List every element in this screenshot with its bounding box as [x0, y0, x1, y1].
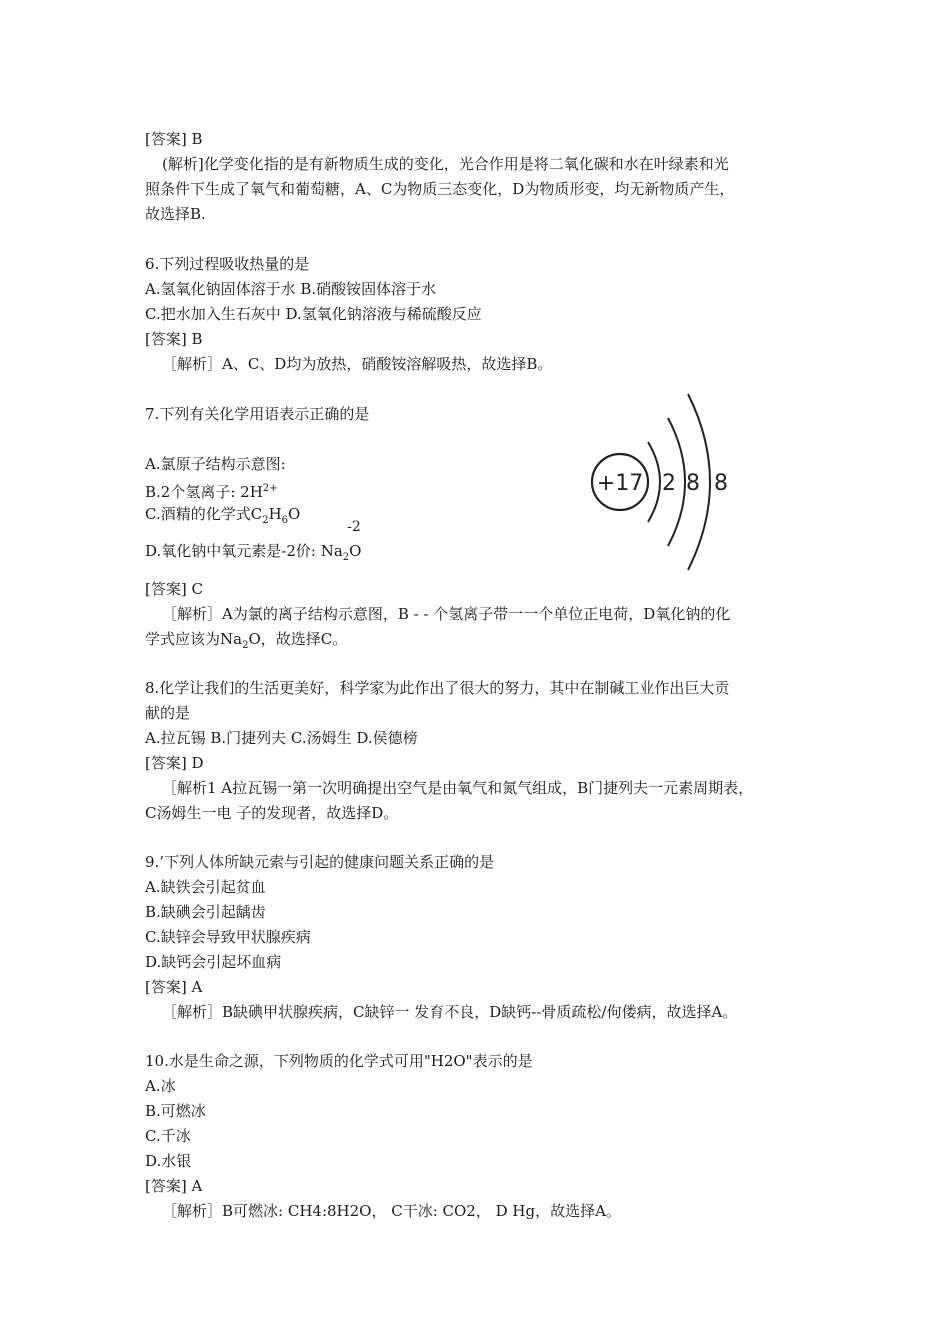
oxygen-valence: -2 [347, 519, 361, 535]
shell-2-electrons: 8 [686, 471, 700, 496]
q7-analysis-line2: 学式应该为$Na_2O$，故选择C。 [145, 630, 348, 651]
q8-analysis-line1: ［解析1 A拉瓦锡一第一次明确提出空气是由氧气和氮气组成，B门捷列夫一元素周期表， [162, 779, 754, 797]
q9-option-d: D.缺钙会引起坏血病 [145, 953, 282, 971]
q9-stem: 9.’下列人体所缺元索与引起的健康问题关系正确的是 [145, 853, 495, 871]
q9-analysis: ［解析］B缺碘甲状腺疾病，C缺锌一 发育不良，D缺钙--骨质疏松/佝偻病，故选择A。 [162, 1003, 738, 1021]
q7-option-a: A.氯原子结构示意图: [145, 455, 286, 473]
q8-analysis-line2: C汤姆生一电 子的发现者，故选择D。 [145, 804, 399, 822]
q8-stem-line2: 献的是 [145, 704, 191, 722]
chlorine-atom-structure-diagram [590, 380, 760, 580]
q10-option-d: D.水银 [145, 1152, 192, 1170]
q10-option-b: B.可燃冰 [145, 1102, 206, 1120]
q6-options-cd: C.把水加入生石灰中 D.氢氧化钠溶液与稀硫酸反应 [145, 305, 482, 323]
electron-shell-1 [648, 442, 660, 522]
q9-option-b: B.缺碘会引起龋齿 [145, 903, 266, 921]
q5-analysis-line3: 故选择B. [145, 205, 206, 223]
shell-1-electrons: 2 [662, 471, 676, 496]
q7-option-d: D.氧化钠中氧元素是-2价: $Na_2$ -2 O [145, 540, 361, 569]
q10-analysis: ［解析］B可燃冰: CH4:8H2O， C干冰: CO2， D Hg，故选择A。 [162, 1202, 621, 1220]
q5-analysis-line2: 照条件下生成了氧气和葡萄糖，A、C为物质三态变化，D为物质形变，均无新物质产生， [145, 180, 735, 198]
q6-stem: 6.下列过程吸收热量的是 [145, 255, 310, 273]
q7-analysis-line1: ［解析］A为氯的离子结构示意图，B - - 个氢离子带一一个单位正电荷，D氧化钠的化 [162, 605, 731, 623]
q5-answer: [答案] B [145, 130, 203, 148]
q10-stem: 10.水是生命之源，下列物质的化学式可用"H2O"表示的是 [145, 1052, 533, 1070]
q6-options-ab: A.氢氧化钠固体溶于水 B.硝酸铵固体溶于水 [145, 280, 437, 298]
q8-stem-line1: 8.化学让我们的生活更美好，科学家为此作出了很大的努力，其中在制碱工业作出巨大贡 [145, 679, 730, 697]
q10-option-a: A.冰 [145, 1077, 176, 1095]
q8-options: A.拉瓦锡 B.门捷列夫 C.汤姆生 D.侯德榜 [145, 729, 418, 747]
q8-answer: [答案] D [145, 754, 204, 772]
nucleus-charge: +17 [596, 471, 644, 496]
q7-option-c: C.酒精的化学式$C_2H_6O$ [145, 505, 301, 526]
q10-answer: [答案] A [145, 1177, 203, 1195]
q7-stem: 7.下列有关化学用语表示正确的是 [145, 405, 370, 423]
q5-analysis-line1: (解析]化学变化指的是有新物质生成的变化，光合作用是将二氧化碳和水在叶绿素和光 [162, 155, 729, 173]
q9-answer: [答案] A [145, 978, 203, 996]
q10-option-c: C.千冰 [145, 1127, 191, 1145]
q6-analysis: ［解析］A、C、D均为放热，硝酸铵溶解吸热，故选择B。 [162, 355, 553, 373]
shell-3-electrons: 8 [714, 471, 728, 496]
q6-answer: [答案] B [145, 330, 203, 348]
q7-option-b: B.2个氢离子: $2H^{2+}$ [145, 483, 278, 501]
q9-option-a: A.缺铁会引起贫血 [145, 878, 266, 896]
q7-answer: [答案] C [145, 580, 203, 598]
q9-option-c: C.缺锌会导致甲状腺疾病 [145, 928, 311, 946]
